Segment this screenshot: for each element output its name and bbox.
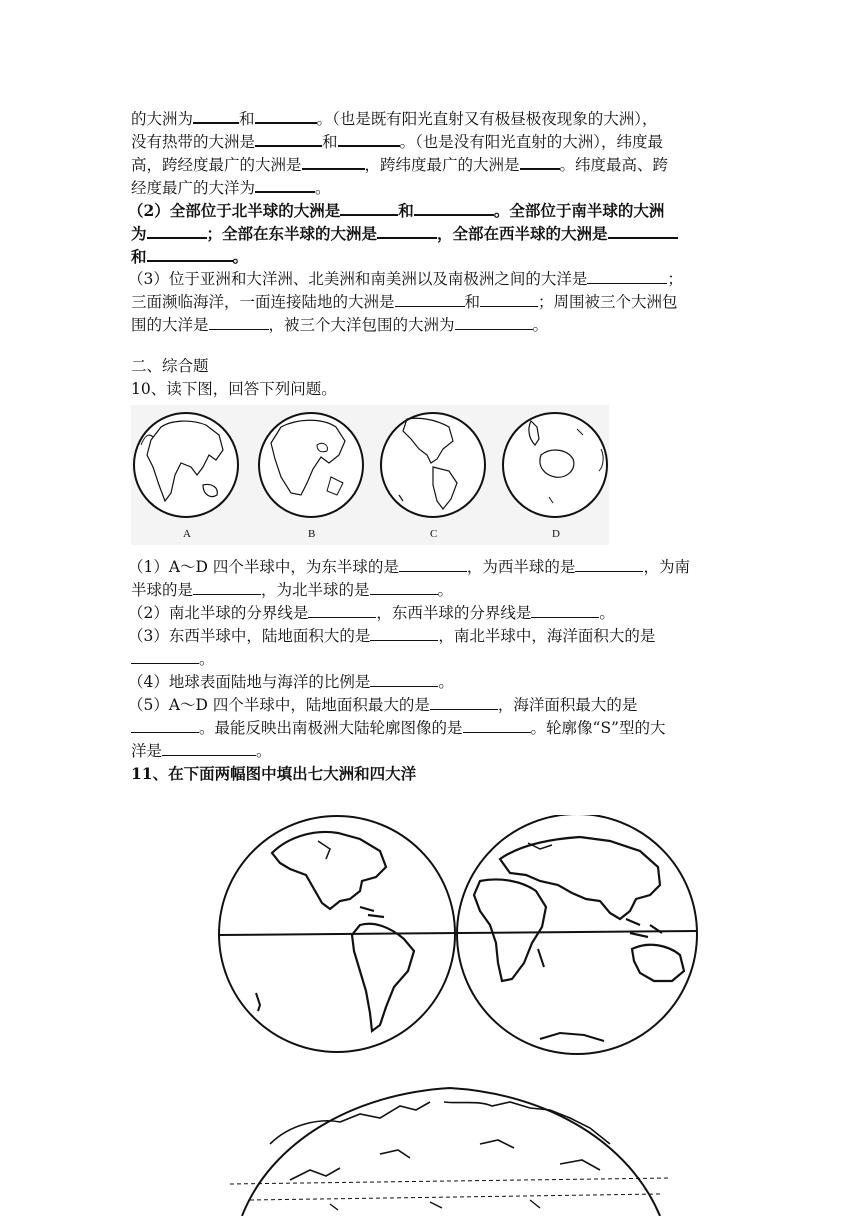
answer-blank[interactable] bbox=[255, 107, 317, 124]
text-line bbox=[131, 291, 678, 313]
text: （1）A～D 四个半球中，为东半球的是 bbox=[128, 558, 399, 576]
answer-blank[interactable] bbox=[463, 717, 531, 733]
text: 和 bbox=[398, 201, 414, 220]
answer-blank[interactable] bbox=[430, 694, 498, 710]
answer-blank[interactable] bbox=[193, 107, 239, 124]
text-line bbox=[131, 740, 272, 762]
answer-blank[interactable] bbox=[131, 648, 199, 664]
answer-blank[interactable] bbox=[162, 740, 256, 756]
text: 。轮廓像“S”型的大 bbox=[530, 719, 666, 737]
question-11-title: 11、在下面两幅图中填出七大洲和四大洋 bbox=[131, 764, 417, 783]
world-map-partial bbox=[230, 1084, 670, 1216]
answer-blank[interactable] bbox=[608, 222, 678, 239]
two-hemisphere-map bbox=[210, 815, 702, 1055]
text-line bbox=[131, 130, 663, 153]
answer-blank[interactable] bbox=[193, 579, 261, 595]
text-line bbox=[128, 602, 615, 624]
text-line bbox=[128, 671, 454, 693]
text: ，跨纬度最广的大洲是 bbox=[364, 156, 520, 174]
text: （2）南北半球的分界线是 bbox=[128, 604, 309, 622]
answer-blank[interactable] bbox=[147, 245, 233, 262]
answer-blank[interactable] bbox=[255, 176, 315, 193]
hemisphere-label: A bbox=[183, 528, 191, 540]
answer-blank[interactable] bbox=[587, 268, 667, 284]
answer-blank[interactable] bbox=[370, 625, 438, 641]
answer-blank[interactable] bbox=[414, 199, 494, 216]
text: 三面濒临海洋，一面连接陆地的大洲是 bbox=[131, 293, 395, 311]
text: （4）地球表面陆地与海洋的比例是 bbox=[128, 673, 371, 691]
text: 经度最广的大洋为 bbox=[131, 179, 256, 197]
text-line bbox=[131, 314, 548, 336]
hemisphere-c bbox=[381, 413, 485, 517]
answer-blank[interactable] bbox=[377, 222, 437, 239]
hemispheres-figure bbox=[131, 405, 609, 545]
answer-blank[interactable] bbox=[575, 556, 643, 572]
text: ；周围被三个大洲包 bbox=[538, 293, 678, 311]
text: ，为西半球的是 bbox=[466, 558, 576, 576]
hemisphere-label: D bbox=[552, 528, 560, 540]
text-line bbox=[131, 648, 215, 670]
text: 。 bbox=[256, 742, 272, 760]
text: ，东西半球的分界线是 bbox=[376, 604, 532, 622]
text-line bbox=[128, 268, 683, 290]
text-line bbox=[131, 222, 678, 245]
answer-blank[interactable] bbox=[338, 130, 400, 147]
text-line bbox=[131, 245, 248, 268]
answer-blank[interactable] bbox=[399, 556, 467, 572]
answer-blank[interactable] bbox=[370, 579, 438, 595]
text: 和 bbox=[322, 133, 338, 151]
text: 。 bbox=[532, 316, 549, 334]
text: ，南北半球中，海洋面积大的是 bbox=[438, 627, 656, 645]
text: 。（也是既有阳光直射又有极昼极夜现象的大洲）， bbox=[316, 110, 658, 128]
text: 围的大洋是 bbox=[131, 316, 209, 334]
section-heading: 二、综合题 bbox=[131, 357, 209, 375]
answer-blank[interactable] bbox=[370, 671, 438, 687]
text: ，为北半球的是 bbox=[261, 581, 370, 599]
text: 没有热带的大洲是 bbox=[131, 133, 256, 151]
hemisphere-b bbox=[259, 413, 363, 517]
text-line bbox=[128, 625, 655, 647]
text-line bbox=[131, 107, 658, 130]
answer-blank[interactable] bbox=[302, 153, 365, 170]
text: ，海洋面积最大的是 bbox=[497, 696, 638, 714]
text: 的大洲为 bbox=[131, 110, 194, 128]
text-line bbox=[131, 153, 668, 176]
text: 。（也是没有阳光直射的大洲），纬度最 bbox=[399, 133, 664, 151]
text: 。 bbox=[232, 247, 249, 266]
text: 。 bbox=[599, 604, 615, 622]
text: 高，跨经度最广的大洲是 bbox=[131, 156, 302, 174]
text-line bbox=[131, 579, 453, 601]
text-line bbox=[131, 176, 331, 199]
text: ，被三个大洋包围的大洲为 bbox=[268, 316, 455, 334]
text: 。最能反映出南极洲大陆轮廓图像的是 bbox=[199, 719, 463, 737]
text: ，全部在西半球的大洲是 bbox=[437, 224, 608, 243]
text-line bbox=[128, 694, 637, 716]
answer-blank[interactable] bbox=[340, 199, 398, 216]
answer-blank[interactable] bbox=[520, 153, 560, 170]
hemisphere-label: B bbox=[308, 528, 316, 540]
answer-blank[interactable] bbox=[147, 222, 207, 239]
text: 。纬度最高、跨 bbox=[559, 156, 669, 174]
text: ；全部在东半球的大洲是 bbox=[206, 224, 378, 243]
text: 。 bbox=[437, 581, 454, 599]
text: 。 bbox=[315, 179, 331, 197]
text: 为 bbox=[131, 224, 147, 243]
text: 和 bbox=[239, 110, 255, 128]
text-line bbox=[128, 199, 664, 222]
text: ，为南 bbox=[643, 558, 690, 576]
text: 。全部位于南半球的大洲 bbox=[493, 201, 665, 220]
answer-blank[interactable] bbox=[455, 314, 533, 330]
text: 洋是 bbox=[131, 742, 163, 760]
text-line bbox=[131, 717, 665, 739]
text: 半球的是 bbox=[131, 581, 194, 599]
answer-blank[interactable] bbox=[480, 291, 538, 307]
hemisphere-a bbox=[134, 413, 238, 517]
answer-blank[interactable] bbox=[308, 602, 376, 618]
hemisphere-d bbox=[503, 413, 607, 517]
text: 和 bbox=[464, 293, 481, 311]
text: （2）全部位于北半球的大洲是 bbox=[128, 201, 341, 220]
text: ； bbox=[667, 270, 683, 288]
answer-blank[interactable] bbox=[531, 602, 599, 618]
text: 。 bbox=[199, 650, 215, 668]
answer-blank[interactable] bbox=[255, 130, 322, 147]
text: （3）位于亚洲和大洋洲、北美洲和南美洲以及南极洲之间的大洋是 bbox=[128, 270, 588, 288]
text: （3）东西半球中，陆地面积大的是 bbox=[128, 627, 371, 645]
text: 和 bbox=[131, 247, 147, 266]
answer-blank[interactable] bbox=[131, 717, 199, 733]
text: 。 bbox=[438, 673, 454, 691]
question-10-title: 10、读下图，回答下列问题。 bbox=[131, 380, 337, 398]
text: （5）A～D 四个半球中，陆地面积最大的是 bbox=[128, 696, 430, 714]
answer-blank[interactable] bbox=[209, 314, 269, 330]
text-line bbox=[128, 556, 690, 578]
hemisphere-label: C bbox=[430, 528, 438, 540]
answer-blank[interactable] bbox=[395, 291, 465, 307]
